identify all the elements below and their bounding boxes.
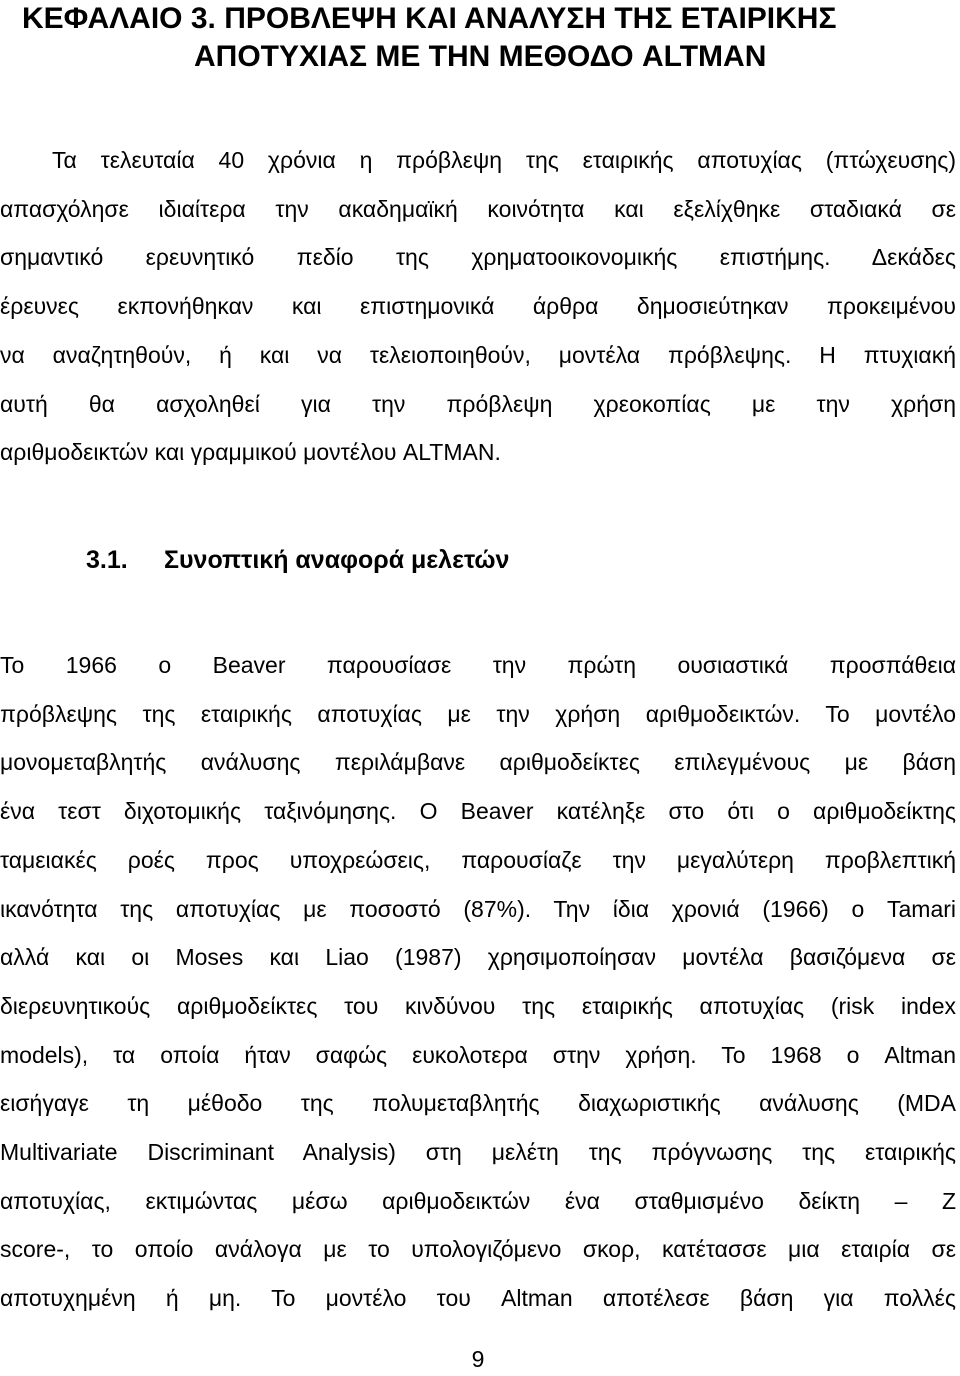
text-line: models), τα οποία ήταν σαφώς ευκολοτερα στην χρήση. Το 1968 ο Altman	[0, 1041, 956, 1068]
text-line: αυτή θα ασχοληθεί για την πρόβλεψη χρεοκοπίας με την χρήση	[0, 390, 956, 417]
text-line: Τα τελευταία 40 χρόνια η πρόβλεψη της εταιρικής αποτυχίας (πτώχευσης)	[52, 147, 956, 173]
text-line: αποτυχημένη ή μη. Το μοντέλο του Altman αποτέλεσε βάση για πολλές	[0, 1285, 956, 1312]
text-line: Multivariate Discriminant Analysis) στη μελέτη της πρόγνωσης της εταιρικής	[0, 1139, 956, 1166]
page-number: 9	[471, 1346, 485, 1372]
text-line: διερευνητικούς αριθμοδείκτες του κινδύνου της εταιρικής αποτυχίας (risk index	[0, 992, 956, 1019]
text-line: εισήγαγε τη μέθοδο της πολυμεταβλητής διαχωριστικής ανάλυσης (MDA	[0, 1090, 956, 1117]
chapter-heading-line-2: ΑΠΟΤΥΧΙΑΣ ΜΕ ΤΗΝ ΜΕΘΟΔΟ ALTMAN	[194, 40, 767, 73]
intro-paragraph	[0, 136, 956, 477]
text-line: score-, το οποίο ανάλογα με το υπολογιζόμενο σκορ, κατέτασσε μια εταιρία σε	[0, 1236, 956, 1263]
body-paragraph	[0, 641, 956, 1323]
text-line: Το 1966 ο Beaver παρουσίασε την πρώτη ουσιαστικά προσπάθεια	[0, 652, 956, 678]
text-line: αριθμοδεικτών και γραμμικού μοντέλου ALTMAN.	[0, 439, 501, 466]
text-line: πρόβλεψης της εταιρικής αποτυχίας με την χρήση αριθμοδεικτών. Το μοντέλο	[0, 700, 956, 727]
text-line: να αναζητηθούν, ή και να τελειοποιηθούν, μοντέλα πρόβλεψης. Η πτυχιακή	[0, 341, 956, 368]
text-line: μονομεταβλητής ανάλυσης περιλάμβανε αριθμοδείκτες επιλεγμένους με βάση	[0, 749, 956, 776]
text-line: αλλά και οι Moses και Liao (1987) χρησιμοποίησαν μοντέλα βασιζόμενα σε	[0, 944, 956, 971]
text-line: απασχόλησε ιδιαίτερα την ακαδημαϊκή κοινότητα και εξελίχθηκε σταδιακά σε	[0, 195, 956, 222]
chapter-heading-line-1: ΚΕΦΑΛΑΙΟ 3. ΠΡΟΒΛΕΨΗ ΚΑΙ ΑΝΑΛΥΣΗ ΤΗΣ ΕΤΑΙΡΙΚΗΣ	[22, 2, 837, 35]
section-title: Συνοπτική αναφορά μελετών	[164, 546, 510, 574]
text-line: ταμειακές ροές προς υποχρεώσεις, παρουσίαζε την μεγαλύτερη προβλεπτική	[0, 846, 956, 873]
text-line: σημαντικό ερευνητικό πεδίο της χρηματοοικονομικής επιστήμης. Δεκάδες	[0, 244, 956, 271]
text-line: αποτυχίας, εκτιμώντας μέσω αριθμοδεικτών ένα σταθμισμένο δείκτη – Z	[0, 1187, 956, 1214]
text-line: έρευνες εκπονήθηκαν και επιστημονικά άρθρα δημοσιεύτηκαν προκειμένου	[0, 293, 956, 320]
section-number: 3.1.	[86, 546, 128, 574]
text-line: ένα τεστ διχοτομικής ταξινόμησης. Ο Beaver κατέληξε στο ότι ο αριθμοδείκτης	[0, 798, 956, 825]
chapter-heading	[22, 0, 942, 76]
text-line: ικανότητα της αποτυχίας με ποσοστό (87%). Την ίδια χρονιά (1966) ο Tamari	[0, 895, 956, 922]
